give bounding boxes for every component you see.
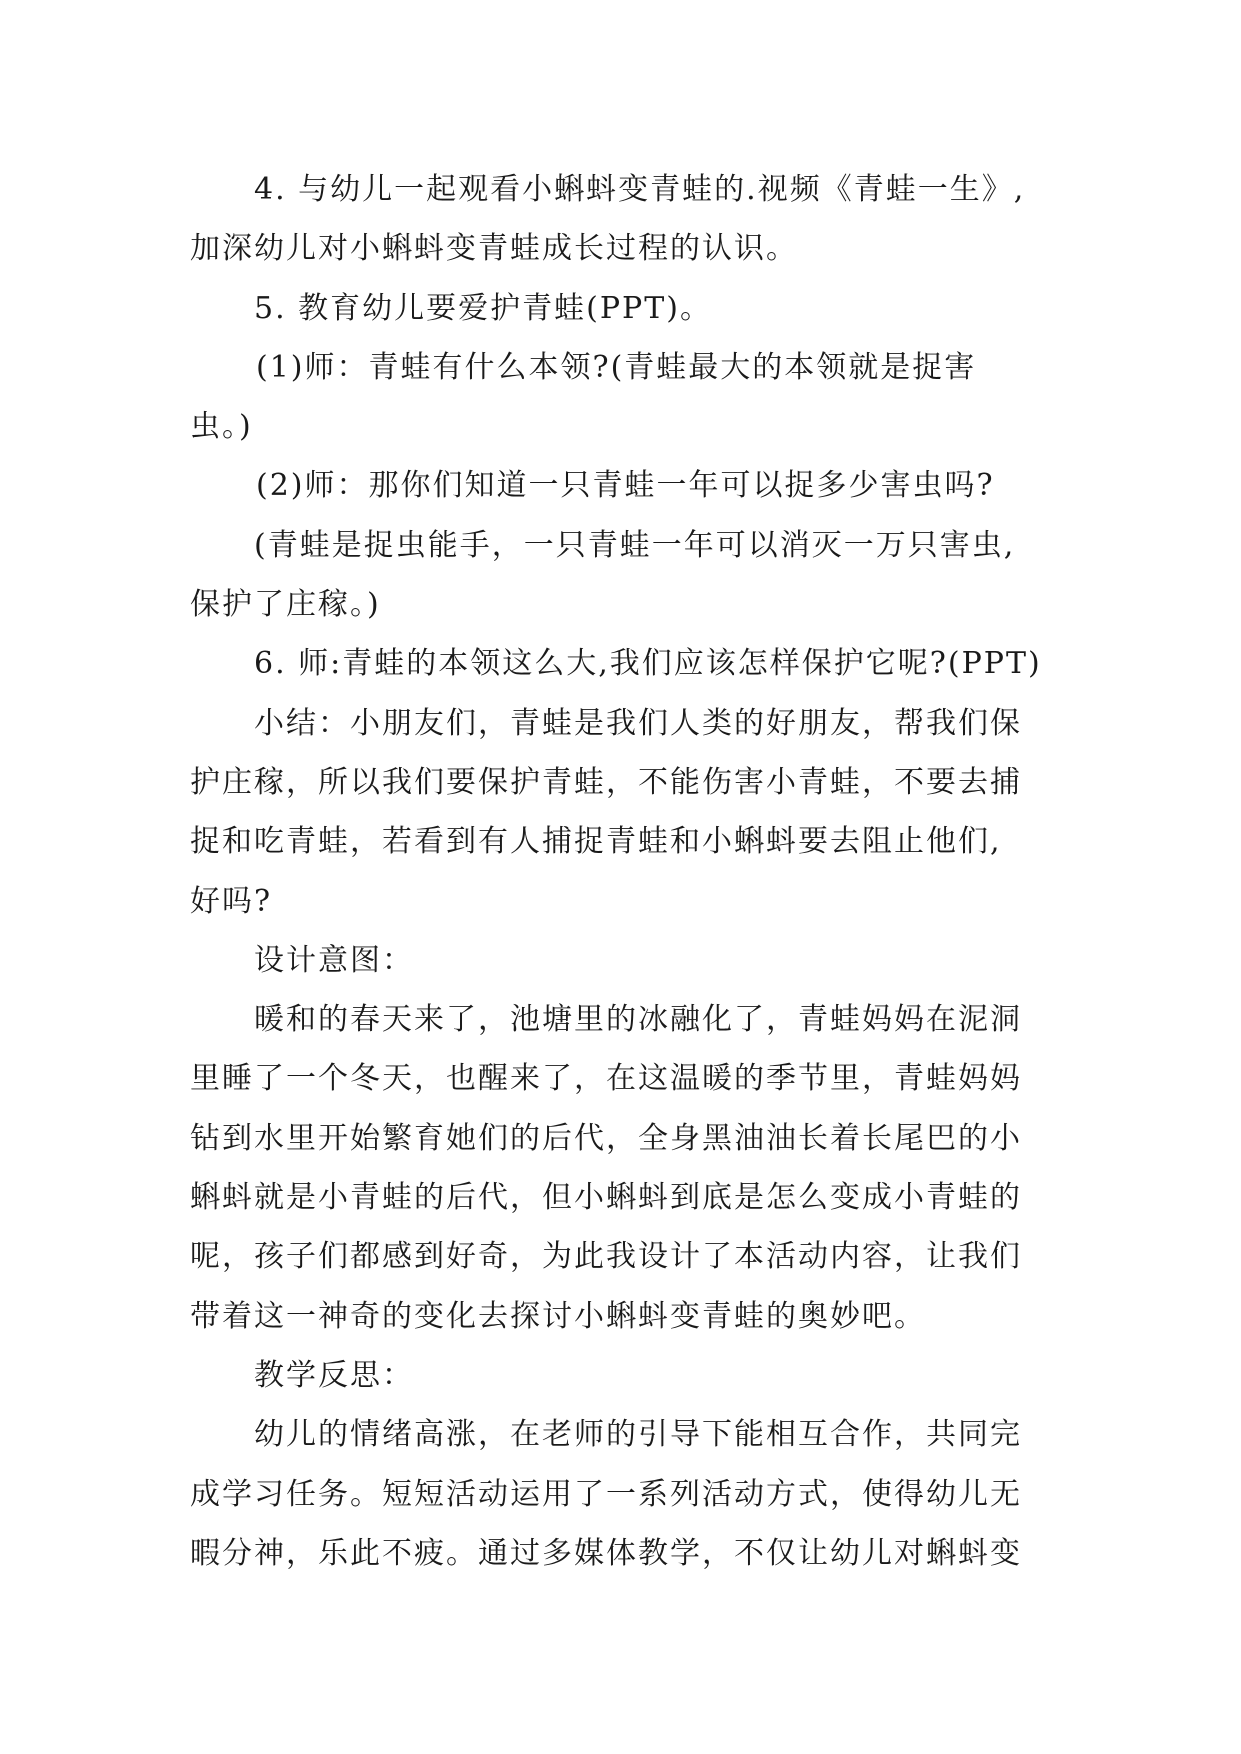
text-line: 钻到水里开始繁育她们的后代，全身黑油油长着长尾巴的小 xyxy=(190,1120,1022,1156)
text-line: 保护了庄稼。) xyxy=(190,587,381,623)
text-line: (青蛙是捉虫能手，一只青蛙一年可以消灭一万只害虫, xyxy=(254,527,1016,563)
text-line: 暖和的春天来了，池塘里的冰融化了，青蛙妈妈在泥洞 xyxy=(254,1002,1022,1038)
text-line: 暇分神，乐此不疲。通过多媒体教学，不仅让幼儿对蝌蚪变 xyxy=(190,1535,1022,1571)
text-line: 6. 师:青蛙的本领这么大,我们应该怎样保护它呢?(PPT) xyxy=(254,646,1042,682)
document-body xyxy=(190,160,1070,1583)
text-line: 小结：小朋友们，青蛙是我们人类的好朋友，帮我们保 xyxy=(254,705,1022,741)
section-heading: 设计意图： xyxy=(254,942,414,978)
text-line: 5. 教育幼儿要爱护青蛙(PPT)。 xyxy=(254,290,712,326)
text-line: 4. 与幼儿一起观看小蝌蚪变青蛙的.视频《青蛙一生》, xyxy=(254,172,1026,207)
text-line: 蝌蚪就是小青蛙的后代，但小蝌蚪到底是怎么变成小青蛙的 xyxy=(190,1180,1022,1216)
text-line: 呢，孩子们都感到好奇，为此我设计了本活动内容，让我们 xyxy=(190,1239,1022,1275)
text-line: 成学习任务。短短活动运用了一系列活动方式，使得幼儿无 xyxy=(190,1476,1022,1512)
text-line: 护庄稼，所以我们要保护青蛙，不能伤害小青蛙，不要去捕 xyxy=(190,764,1022,800)
text-line: 好吗? xyxy=(190,883,273,919)
text-line: 捉和吃青蛙，若看到有人捕捉青蛙和小蝌蚪要去阻止他们, xyxy=(190,824,1002,860)
text-line: 虫。) xyxy=(190,409,253,445)
section-heading: 教学反思： xyxy=(254,1357,414,1393)
text-line: 幼儿的情绪高涨，在老师的引导下能相互合作，共同完 xyxy=(254,1417,1022,1453)
text-line: (2)师：那你们知道一只青蛙一年可以捉多少害虫吗? xyxy=(256,468,995,504)
text-line: 带着这一神奇的变化去探讨小蝌蚪变青蛙的奥妙吧。 xyxy=(190,1298,926,1334)
text-line: 里睡了一个冬天，也醒来了，在这温暖的季节里，青蛙妈妈 xyxy=(190,1061,1022,1097)
text-line: (1)师：青蛙有什么本领?(青蛙最大的本领就是捉害 xyxy=(256,349,977,385)
text-line: 加深幼儿对小蝌蚪变青蛙成长过程的认识。 xyxy=(190,231,798,267)
